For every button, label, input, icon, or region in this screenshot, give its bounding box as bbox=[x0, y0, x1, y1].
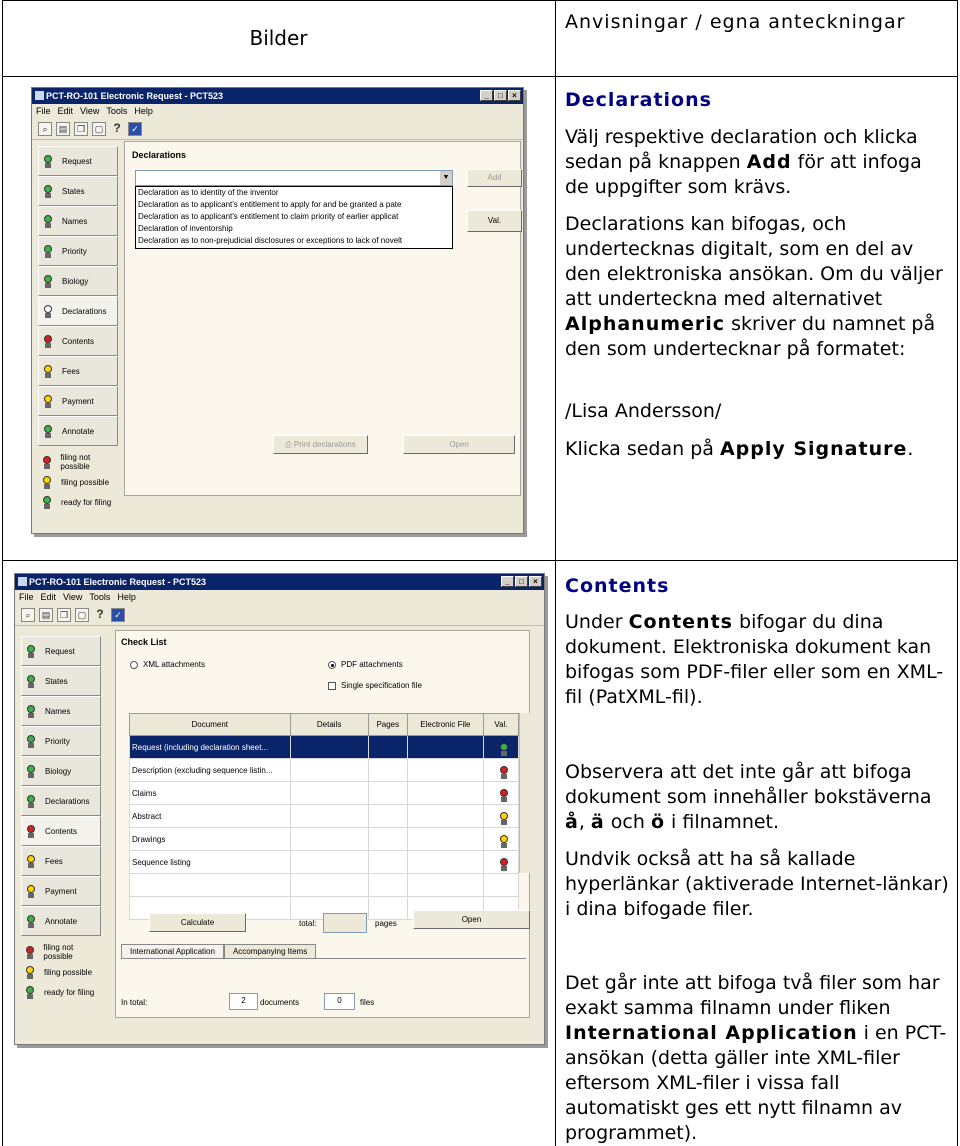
xml-attachments-radio[interactable] bbox=[130, 660, 205, 669]
menu-edit[interactable]: Edit bbox=[57, 106, 74, 116]
sidebar-item-declarations[interactable] bbox=[38, 296, 118, 326]
pdf-attachments-label: PDF attachments bbox=[341, 660, 403, 669]
new-document-icon[interactable]: ▢ bbox=[92, 122, 106, 136]
legend-label: filing not possible bbox=[60, 453, 91, 471]
sidebar-item-annotate[interactable] bbox=[21, 906, 101, 936]
sidebar-item-label: Declarations bbox=[62, 306, 107, 316]
table-row[interactable] bbox=[130, 736, 519, 759]
pages-cell bbox=[368, 828, 407, 851]
table-row[interactable] bbox=[130, 759, 519, 782]
sidebar-item-biology[interactable] bbox=[38, 266, 118, 296]
menu-help[interactable]: Help bbox=[117, 592, 136, 602]
close-button[interactable]: × bbox=[529, 576, 542, 587]
green-lamp-icon bbox=[43, 155, 53, 168]
red-lamp-icon bbox=[42, 456, 51, 469]
column-pages[interactable]: Pages bbox=[368, 714, 407, 736]
details-cell[interactable] bbox=[290, 782, 368, 805]
close-button[interactable]: × bbox=[508, 90, 521, 101]
dropdown-option[interactable]: Declaration as to applicant's entitlement to apply for and be granted a pate bbox=[138, 200, 402, 209]
maximize-button[interactable]: □ bbox=[494, 90, 507, 101]
yellow-lamp-icon bbox=[26, 855, 36, 868]
contents-paragraph-2: Observera att det inte går att bifoga dokument som innehåller bokstäverna å, ä och ö i filnamnet. bbox=[565, 761, 932, 833]
files-count-field: 0 bbox=[324, 993, 355, 1010]
sidebar-item-annotate[interactable] bbox=[38, 416, 118, 446]
legend-item bbox=[21, 982, 101, 1002]
legend-item bbox=[38, 452, 118, 472]
sidebar-item-states[interactable] bbox=[38, 176, 118, 206]
dropdown-option[interactable]: Declaration as to non-prejudicial disclosures or exceptions to lack of novelt bbox=[138, 236, 403, 245]
column-details[interactable]: Details bbox=[290, 714, 368, 736]
sidebar-item-label: Fees bbox=[45, 856, 63, 866]
yellow-lamp-icon bbox=[43, 395, 53, 408]
window-title: PCT-RO-101 Electronic Request - PCT523 bbox=[46, 91, 224, 101]
sidebar-item-label: States bbox=[45, 676, 68, 686]
table-row[interactable] bbox=[130, 851, 519, 874]
new-document-icon[interactable]: ▢ bbox=[75, 608, 89, 622]
yellow-lamp-icon bbox=[42, 476, 52, 489]
minimize-button[interactable]: _ bbox=[501, 576, 514, 587]
menu-view[interactable]: View bbox=[80, 106, 100, 116]
menu-file[interactable]: File bbox=[36, 106, 51, 116]
details-cell[interactable] bbox=[290, 759, 368, 782]
menu-tools[interactable]: Tools bbox=[89, 592, 111, 602]
sidebar-item-label: States bbox=[62, 186, 85, 196]
tab-bar bbox=[121, 944, 316, 958]
sidebar-item-label: Payment bbox=[62, 396, 94, 406]
sidebar-item-request[interactable] bbox=[38, 146, 118, 176]
signature-format-example: /Lisa Andersson/ bbox=[565, 400, 722, 422]
red-lamp-icon bbox=[25, 946, 34, 959]
legend-label: filing not possible bbox=[43, 943, 74, 961]
declarations-paragraph-1: Välj respektive declaration och klicka sedan på knappen Add för att infoga de uppgifter som krävs. bbox=[565, 126, 922, 198]
print-declarations-label: Print declarations bbox=[293, 440, 356, 449]
sidebar-item-label: Annotate bbox=[62, 426, 95, 436]
details-cell[interactable] bbox=[290, 805, 368, 828]
legend-item bbox=[38, 472, 118, 492]
document-cell[interactable]: Abstract bbox=[130, 805, 291, 828]
sidebar-item-fees[interactable] bbox=[38, 356, 118, 386]
green-lamp-icon bbox=[26, 765, 36, 778]
validate-icon[interactable]: ✓ bbox=[111, 608, 125, 622]
pages-cell bbox=[368, 782, 407, 805]
print-preview-icon[interactable]: ⌕ bbox=[38, 122, 52, 136]
add-button[interactable]: Add bbox=[467, 169, 522, 187]
yellow-lamp-icon bbox=[43, 365, 53, 378]
green-lamp-icon bbox=[43, 185, 53, 198]
sidebar bbox=[21, 636, 101, 1002]
minimize-button[interactable]: _ bbox=[480, 90, 493, 101]
menu-edit[interactable]: Edit bbox=[40, 592, 57, 602]
table-border-left bbox=[2, 0, 3, 1146]
window-titlebar bbox=[32, 88, 523, 104]
green-lamp-icon bbox=[42, 496, 52, 509]
menu-help[interactable]: Help bbox=[134, 106, 153, 116]
electronic-file-cell[interactable] bbox=[407, 851, 483, 874]
sidebar-item-priority[interactable] bbox=[21, 726, 101, 756]
table-border-middle bbox=[555, 0, 556, 1146]
table-row-empty bbox=[130, 874, 519, 897]
legend-label: filing possible bbox=[61, 477, 110, 487]
sidebar-item-label: Payment bbox=[45, 886, 77, 896]
copy-icon[interactable]: ❐ bbox=[74, 122, 88, 136]
document-cell[interactable]: Request (including declaration sheet... bbox=[130, 736, 291, 759]
legend-label: filing possible bbox=[44, 967, 93, 977]
contents-paragraph-3: Undvik också att ha så kallade hyperlänkar (aktiverade Internet-länkar) i dina bifogade filer. bbox=[565, 848, 949, 920]
column-document[interactable]: Document bbox=[130, 714, 291, 736]
sidebar-item-fees[interactable] bbox=[21, 846, 101, 876]
document-cell[interactable]: Drawings bbox=[130, 828, 291, 851]
validate-icon[interactable]: ✓ bbox=[128, 122, 142, 136]
sidebar-item-label: Biology bbox=[45, 766, 72, 776]
print-preview-icon[interactable]: ⌕ bbox=[21, 608, 35, 622]
table-border-row1 bbox=[2, 560, 958, 561]
details-cell[interactable] bbox=[290, 851, 368, 874]
electronic-file-cell[interactable] bbox=[407, 782, 483, 805]
table-row[interactable] bbox=[130, 782, 519, 805]
app-icon bbox=[35, 91, 44, 100]
menu-file[interactable]: File bbox=[19, 592, 34, 602]
green-lamp-icon bbox=[26, 675, 36, 688]
total-pages-field bbox=[323, 913, 367, 933]
declarations-paragraph-2: Declarations kan bifogas, och undertecknas digitalt, som en del av den elektroniska ansökan. Om du väljer att underteckna med alternativet Alphanumeric skriver du namnet på den som undertecknar på formatet: bbox=[565, 213, 943, 360]
val-cell bbox=[483, 736, 518, 759]
help-icon[interactable]: ? bbox=[96, 606, 104, 621]
single-specification-checkbox[interactable] bbox=[328, 681, 422, 690]
sidebar-item-label: Request bbox=[62, 156, 92, 166]
val-cell bbox=[483, 759, 518, 782]
menu-tools[interactable]: Tools bbox=[106, 106, 128, 116]
details-cell[interactable] bbox=[290, 736, 368, 759]
toolbar bbox=[15, 604, 544, 626]
val-cell bbox=[483, 851, 518, 874]
green-lamp-icon bbox=[26, 645, 36, 658]
sidebar-item-payment[interactable] bbox=[38, 386, 118, 416]
red-lamp-icon bbox=[26, 825, 36, 838]
details-cell[interactable] bbox=[290, 828, 368, 851]
panel-title: Check List bbox=[121, 637, 167, 647]
menu-bar bbox=[15, 590, 544, 604]
declarations-panel bbox=[124, 141, 521, 496]
green-lamp-icon bbox=[25, 986, 35, 999]
sidebar-item-request[interactable] bbox=[21, 636, 101, 666]
documents-count-field: 2 bbox=[229, 993, 258, 1010]
white-lamp-icon bbox=[43, 305, 53, 318]
window-title: PCT-RO-101 Electronic Request - PCT523 bbox=[29, 577, 207, 587]
copy-icon[interactable]: ❐ bbox=[57, 608, 71, 622]
green-lamp-icon bbox=[43, 215, 53, 228]
dropdown-option[interactable]: Declaration as to applicant's entitlement to claim priority of earlier applicat bbox=[138, 212, 399, 221]
electronic-file-cell[interactable] bbox=[407, 828, 483, 851]
table-border-right bbox=[957, 0, 958, 1146]
legend-item bbox=[21, 962, 101, 982]
calculate-button[interactable]: Calculate bbox=[149, 913, 246, 932]
total-label: total: bbox=[299, 919, 317, 928]
toolbar bbox=[32, 118, 523, 140]
menu-bar bbox=[32, 104, 523, 118]
sidebar-item-contents[interactable] bbox=[38, 326, 118, 356]
document-cell[interactable]: Claims bbox=[130, 782, 291, 805]
open-button[interactable]: Open bbox=[403, 435, 515, 454]
val-cell bbox=[483, 805, 518, 828]
window-titlebar bbox=[15, 574, 544, 590]
documents-table bbox=[129, 713, 519, 920]
electronic-file-cell[interactable] bbox=[407, 736, 483, 759]
green-lamp-icon bbox=[26, 735, 36, 748]
sidebar-item-label: Priority bbox=[45, 736, 70, 746]
pages-cell bbox=[368, 851, 407, 874]
maximize-button[interactable]: □ bbox=[515, 576, 528, 587]
column-header-images: Bilder bbox=[249, 26, 308, 50]
green-lamp-icon bbox=[26, 915, 36, 928]
green-lamp-icon bbox=[26, 795, 36, 808]
dropdown-option[interactable]: Declaration as to identity of the inventor bbox=[138, 188, 279, 197]
documents-label: documents bbox=[260, 998, 300, 1007]
radio-unchecked-icon bbox=[130, 661, 138, 669]
table-header-row bbox=[130, 714, 519, 736]
chevron-down-icon[interactable]: ▼ bbox=[440, 171, 452, 185]
pages-cell bbox=[368, 759, 407, 782]
table-border-header bbox=[2, 76, 958, 77]
contents-window bbox=[14, 573, 545, 1045]
legend-item bbox=[21, 942, 101, 962]
sidebar-item-names[interactable] bbox=[38, 206, 118, 236]
green-lamp-icon bbox=[43, 275, 53, 288]
sidebar-item-label: Priority bbox=[62, 246, 87, 256]
sidebar-item-priority[interactable] bbox=[38, 236, 118, 266]
val-cell bbox=[483, 828, 518, 851]
single-specification-label: Single specification file bbox=[341, 681, 422, 690]
section-heading-contents: Contents bbox=[565, 575, 670, 597]
sidebar-item-contents[interactable] bbox=[21, 816, 101, 846]
table-scrollbar[interactable] bbox=[519, 713, 531, 873]
electronic-file-cell[interactable] bbox=[407, 805, 483, 828]
tab-accompanying-items[interactable]: Accompanying Items bbox=[224, 944, 316, 958]
legend-label: ready for filing bbox=[61, 497, 112, 507]
green-lamp-icon bbox=[43, 425, 53, 438]
tab-divider bbox=[121, 958, 526, 959]
help-icon[interactable]: ? bbox=[113, 120, 121, 135]
contents-paragraph-1: Under Contents bifogar du dina dokument. Elektroniska dokument kan bifogas som PDF-filer eller som en XML-fil (PatXML-fil). bbox=[565, 611, 944, 708]
section-heading-declarations: Declarations bbox=[565, 89, 712, 111]
red-lamp-icon bbox=[43, 335, 53, 348]
sidebar-item-label: Contents bbox=[62, 336, 95, 346]
column-val[interactable]: Val. bbox=[483, 714, 518, 736]
sidebar-item-label: Biology bbox=[62, 276, 89, 286]
electronic-file-cell[interactable] bbox=[407, 759, 483, 782]
xml-attachments-label: XML attachments bbox=[143, 660, 205, 669]
tab-international-application[interactable]: International Application bbox=[121, 944, 224, 958]
sidebar-item-names[interactable] bbox=[21, 696, 101, 726]
val-cell bbox=[483, 782, 518, 805]
panel-title: Declarations bbox=[132, 150, 187, 160]
sidebar-item-label: Fees bbox=[62, 366, 80, 376]
contents-paragraph-4: Det går inte att bifoga två filer som har exakt samma filnamn under fliken International Application i en PCT-ansökan (detta gäller inte XML-filer eftersom XML-filer i vissa fall automatiskt ges ett nytt filnamn av programmet). bbox=[565, 972, 947, 1144]
declaration-type-select[interactable] bbox=[135, 170, 453, 186]
print-icon[interactable]: ▤ bbox=[39, 608, 53, 622]
dropdown-option[interactable]: Declaration of inventorship bbox=[138, 224, 233, 233]
contents-panel bbox=[115, 630, 530, 1018]
sidebar-item-label: Contents bbox=[45, 826, 78, 836]
legend-label: ready for filing bbox=[44, 987, 95, 997]
pages-cell bbox=[368, 736, 407, 759]
document-cell[interactable]: Description (excluding sequence listin... bbox=[130, 759, 291, 782]
pdf-attachments-radio[interactable] bbox=[328, 660, 403, 669]
table-row[interactable] bbox=[130, 828, 519, 851]
pages-cell bbox=[368, 805, 407, 828]
green-lamp-icon bbox=[43, 245, 53, 258]
sidebar bbox=[38, 146, 118, 512]
sidebar-item-label: Names bbox=[45, 706, 71, 716]
status-legend bbox=[21, 942, 101, 1002]
sidebar-item-biology[interactable] bbox=[21, 756, 101, 786]
declarations-window bbox=[31, 87, 524, 534]
sidebar-item-declarations[interactable] bbox=[21, 786, 101, 816]
open-button[interactable]: Open bbox=[413, 910, 530, 929]
sidebar-item-label: Names bbox=[62, 216, 88, 226]
declarations-paragraph-4: Klicka sedan på Apply Signature. bbox=[565, 438, 914, 460]
print-declarations-button[interactable] bbox=[273, 435, 368, 454]
column-header-notes: Anvisningar / egna anteckningar bbox=[565, 11, 906, 33]
validate-button[interactable]: Val. bbox=[467, 210, 522, 232]
pages-label: pages bbox=[375, 919, 397, 928]
sidebar-item-states[interactable] bbox=[21, 666, 101, 696]
declaration-dropdown-list bbox=[135, 186, 453, 249]
column-electronic-file[interactable]: Electronic File bbox=[407, 714, 483, 736]
sidebar-item-label: Request bbox=[45, 646, 75, 656]
menu-view[interactable]: View bbox=[63, 592, 83, 602]
yellow-lamp-icon bbox=[25, 966, 35, 979]
printer-icon: ⎙ bbox=[285, 440, 294, 449]
sidebar-item-label: Annotate bbox=[45, 916, 78, 926]
print-icon[interactable]: ▤ bbox=[56, 122, 70, 136]
radio-checked-icon bbox=[328, 661, 336, 669]
app-icon bbox=[18, 577, 27, 586]
sidebar-item-label: Declarations bbox=[45, 796, 90, 806]
status-legend bbox=[38, 452, 118, 512]
table-row[interactable] bbox=[130, 805, 519, 828]
sidebar-item-payment[interactable] bbox=[21, 876, 101, 906]
yellow-lamp-icon bbox=[26, 885, 36, 898]
legend-item bbox=[38, 492, 118, 512]
checkbox-icon bbox=[328, 682, 336, 690]
files-label: files bbox=[360, 998, 375, 1007]
document-cell[interactable]: Sequence listing bbox=[130, 851, 291, 874]
in-total-label: In total: bbox=[121, 998, 148, 1007]
green-lamp-icon bbox=[26, 705, 36, 718]
